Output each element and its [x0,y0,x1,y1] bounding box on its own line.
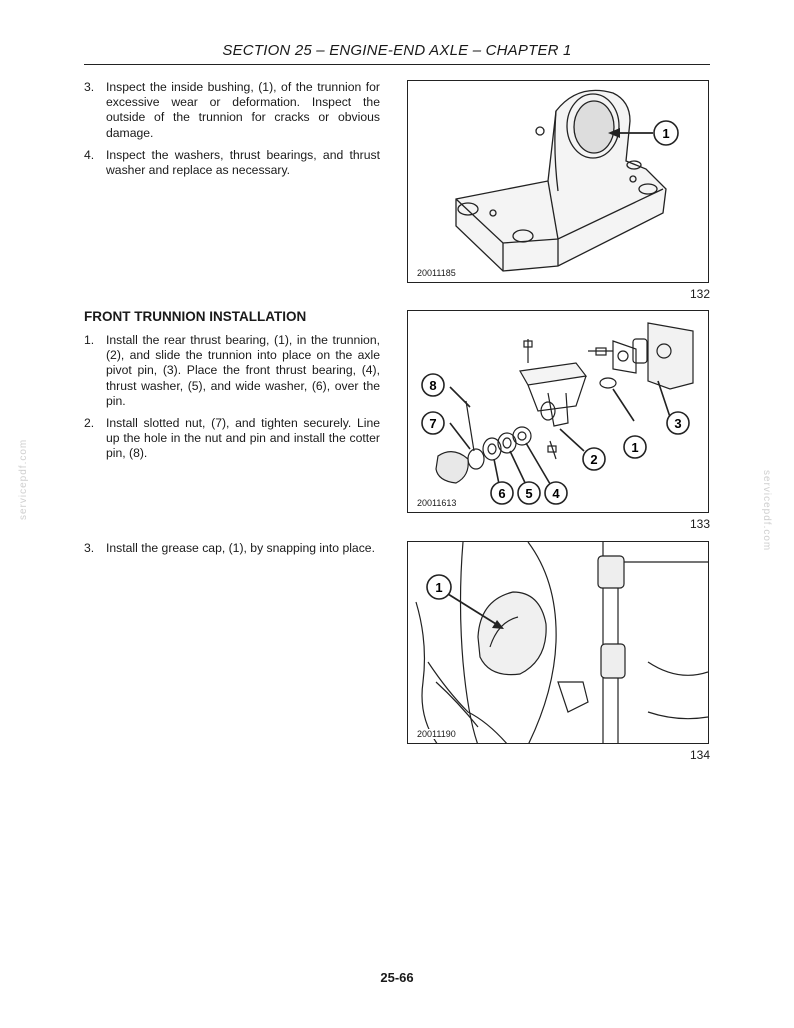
svg-text:3: 3 [674,416,682,431]
figure-code: 20011613 [417,498,457,508]
step-item [84,80,380,141]
svg-text:4: 4 [552,486,560,501]
step-text: Install slotted nut, (7), and tighten securely. Line up the hole in the nut and pin and install the cotter pin, (8). [106,416,380,461]
step-item [84,416,380,462]
step-number: 1. [84,333,95,347]
callout-1 [427,575,451,599]
figure-number: 133 [689,517,710,531]
figure-number: 134 [689,748,710,762]
figure-exploded-view [407,310,709,513]
svg-text:5: 5 [525,486,533,501]
exploded-view-illustration [408,311,709,513]
step-number: 4. [84,147,95,162]
step-text: Install the rear thrust bearing, (1), in the trunnion, (2), and slide the trunnion into place on the axle pivot pin, (3). Place the front thrust bearing, (4), thrust washer, (5), and wide washer, (6), over the pin. [106,333,380,408]
watermark-left: servicepdf.com [18,438,29,520]
figure-grease-cap [407,541,709,744]
step-item [84,148,380,178]
callout-5 [518,482,540,504]
step-number: 2. [84,416,95,431]
step-text: Inspect the washers, thrust bearings, and thrust washer and replace as necessary. [106,147,380,178]
grease-cap-illustration [408,542,709,744]
installation-steps [84,333,380,469]
step-text: Inspect the inside bushing, (1), of the trunnion for excessive wear or deformation. Inspect the outside of the trunnion for cracks or obvious damage. [106,80,380,140]
svg-text:8: 8 [429,378,437,393]
step-item [84,541,380,556]
svg-text:7: 7 [429,416,437,431]
watermark-right: servicepdf.com [761,470,772,552]
page-number: 25-66 [380,970,414,985]
step-item [84,333,380,409]
trunnion-illustration [408,81,709,283]
callout-6 [491,482,513,504]
section-title: FRONT TRUNNION INSTALLATION [84,309,307,324]
svg-text:1: 1 [631,440,639,455]
header-rule [84,64,710,65]
step-number: 3. [84,541,95,555]
svg-text:6: 6 [498,486,506,501]
svg-text:2: 2 [590,452,598,467]
callout-2 [583,448,605,470]
step-text: Install the grease cap, (1), by snapping into place. [106,541,375,555]
figure-code: 20011190 [417,729,456,739]
figure-trunnion [407,80,709,283]
page-header: SECTION 25 – ENGINE-END AXLE – CHAPTER 1 [222,42,572,59]
callout-4 [545,482,567,504]
installation-steps-continued [84,541,380,563]
inspection-steps [84,80,380,185]
callout-1 [654,121,678,145]
figure-code: 20011185 [417,268,456,278]
svg-text:1: 1 [435,580,443,595]
step-number: 3. [84,80,95,94]
callout-7 [422,412,444,434]
svg-text:1: 1 [662,126,670,141]
callout-1 [624,436,646,458]
figure-number: 132 [689,287,710,301]
callout-8 [422,374,444,396]
callout-3 [667,412,689,434]
